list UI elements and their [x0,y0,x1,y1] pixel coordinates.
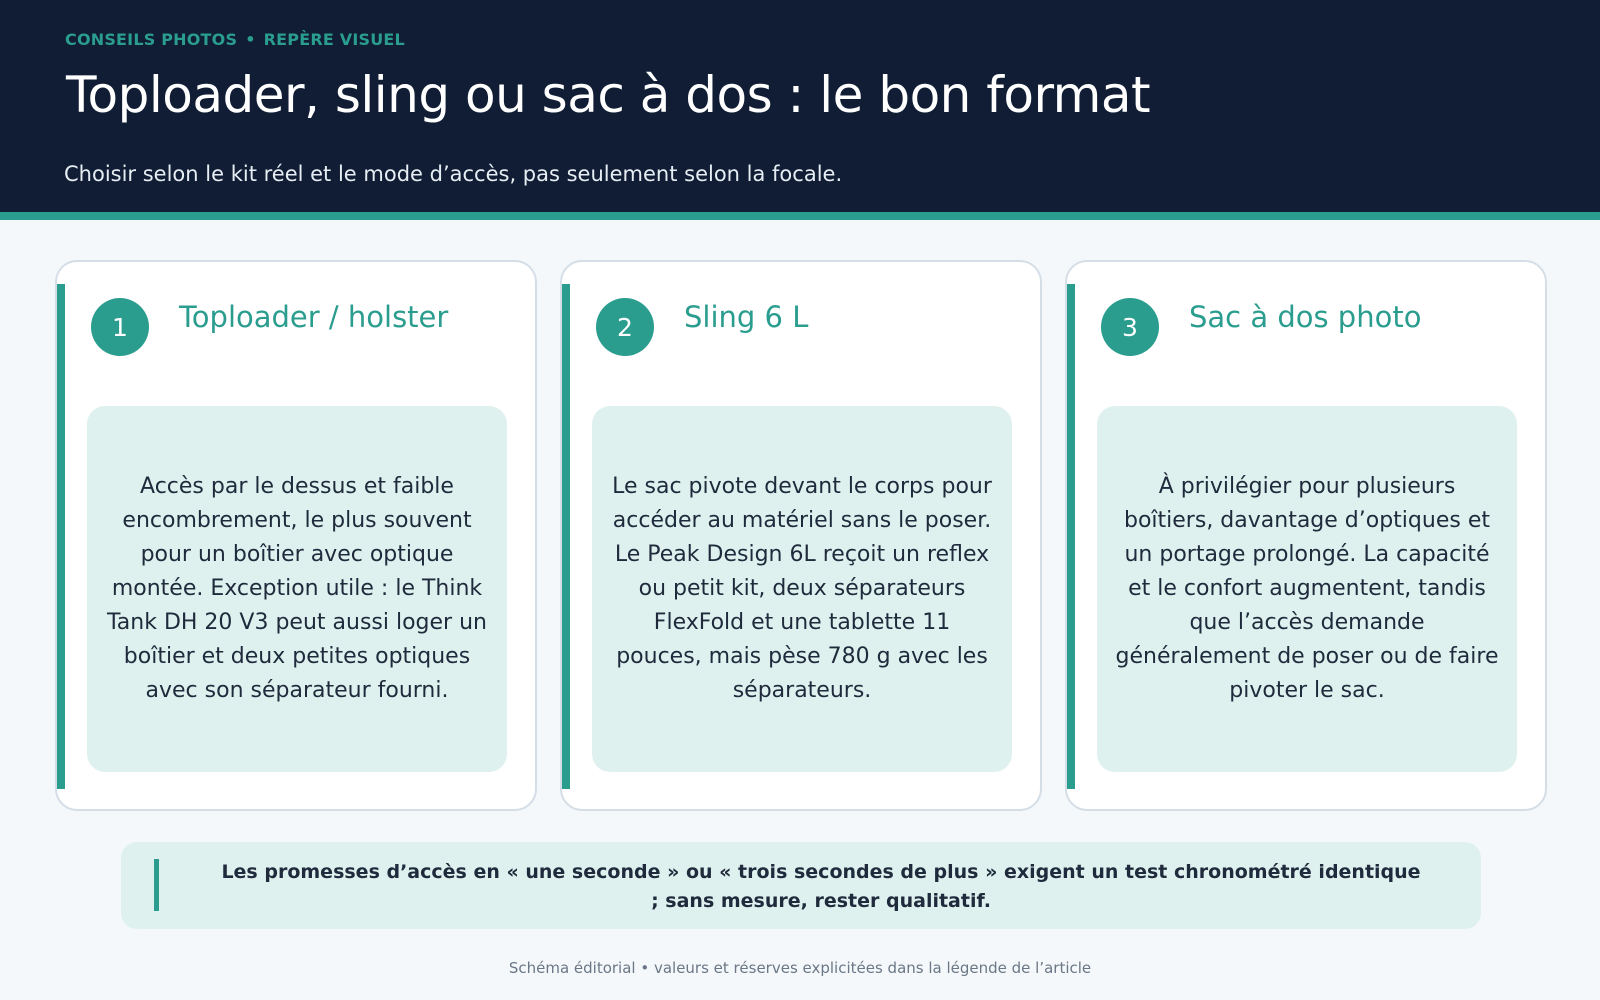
card-number-badge: 1 [91,298,149,356]
card-body-text: Le sac pivote devant le corps pour accéder au matériel sans le poser. Le Peak Design 6L reçoit un reflex ou petit kit, deux séparateurs FlexFold et une tablette 11 pouces, mais pèse 780 g avec les séparateurs. [612,474,992,703]
callout-text: Les promesses d’accès en « une seconde » ou « trois secondes de plus » exigent un test chronométré identique ; sans mesure, rester qualitatif. [221,861,1421,912]
card-body [592,406,1012,772]
eyebrow-category: CONSEILS PHOTOS [65,30,238,49]
page-title: Toploader, sling ou sac à dos : le bon format [66,66,1151,124]
card-body [1097,406,1517,772]
card-accent-bar [562,284,570,789]
eyebrow-separator: • [245,30,256,49]
card-body [87,406,507,772]
card-number-badge: 3 [1101,298,1159,356]
header [0,0,1600,220]
card-toploader [55,260,537,811]
footer-caption: Schéma éditorial • valeurs et réserves explicitées dans la légende de l’article [508,959,1092,977]
page-subtitle: Choisir selon le kit réel et le mode d’accès, pas seulement selon la focale. [64,162,843,186]
card-title: Toploader / holster [179,300,449,334]
card-title: Sling 6 L [684,300,809,334]
card-title: Sac à dos photo [1189,300,1422,334]
card-accent-bar [1067,284,1075,789]
eyebrow-tag: REPÈRE VISUEL [263,30,405,49]
callout-note [121,842,1481,929]
card-sling [560,260,1042,811]
card-body-text: Accès par le dessus et faible encombrement, le plus souvent pour un boîtier avec optique montée. Exception utile : le Think Tank DH 20 V3 peut aussi loger un boîtier et deux petites optiques avec son séparateur fourni. [107,474,487,703]
card-accent-bar [57,284,65,789]
card-number-badge: 2 [596,298,654,356]
card-body-text: À privilégier pour plusieurs boîtiers, davantage d’optiques et un portage prolongé. La capacité et le confort augmentent, tandis que l’accès demande généralement de poser ou de faire pivoter le sac. [1115,474,1499,703]
eyebrow [65,30,405,49]
callout-accent-bar [154,859,159,911]
card-backpack [1065,260,1547,811]
